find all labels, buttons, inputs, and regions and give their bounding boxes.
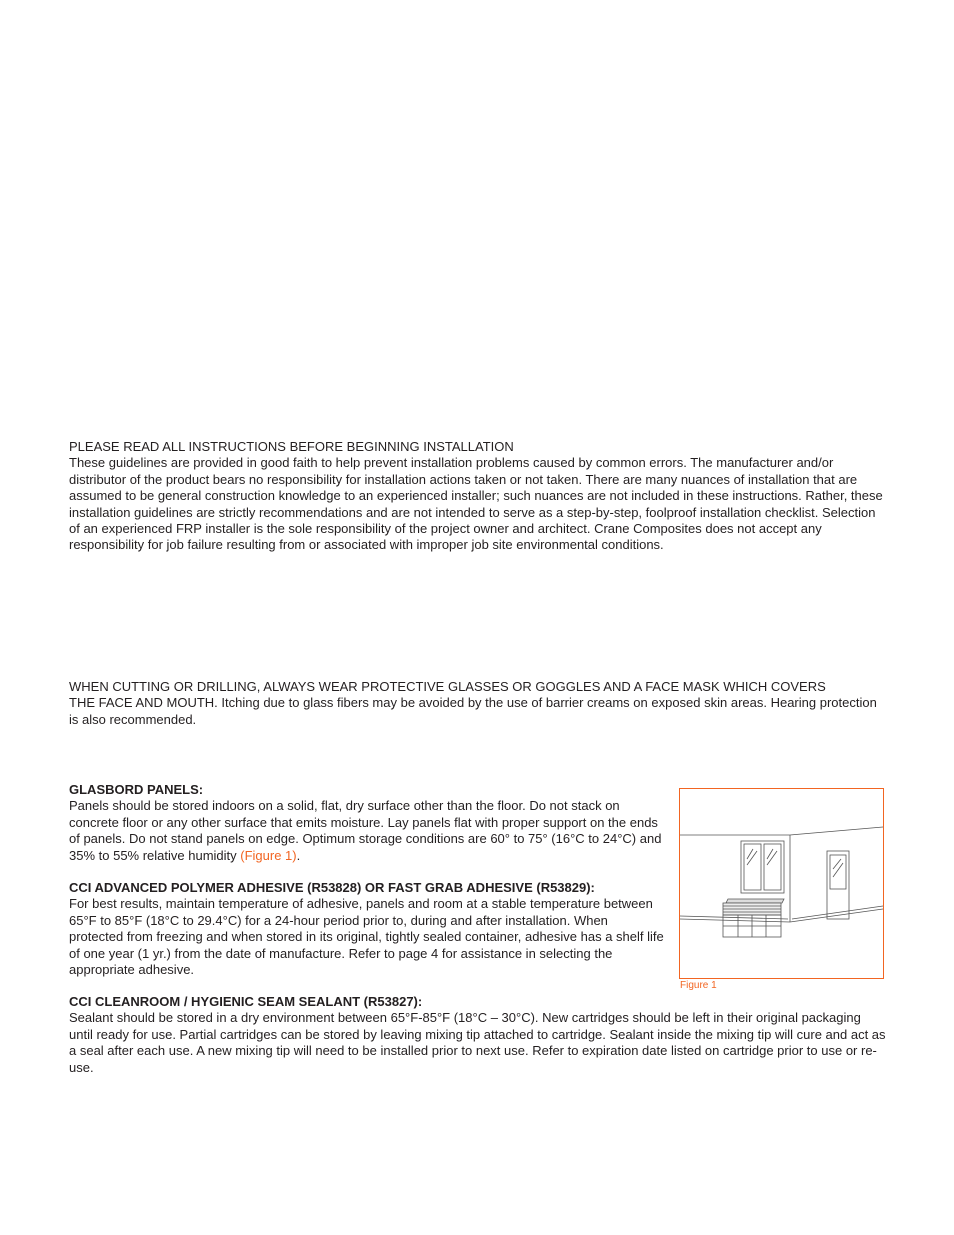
glasbord-body-end: . <box>296 847 301 863</box>
intro-body: These guidelines are provided in good faith to help prevent installation problems caused by common errors. The manufacturer and/or distributor of the product bears no responsibility for installation actions taken or not taken. There are many nuances of installation that are assumed to be general construction knowledge to an experienced installer; such nuances are not included in these instructions. Rather, these installation guidelines are strictly recommendations and are not intended to serve as a step-by-step, foolproof installation checklist. Selection of an experienced FRP installer is the sole responsibility of the project owner and architect. Crane Composites does not accept any responsibility for job failure resulting from or associated with improper job site environmental conditions. <box>69 455 883 553</box>
sealant-section <box>69 994 887 1076</box>
sealant-heading: CCI CLEANROOM / HYGIENIC SEAM SEALANT (R53827): <box>69 994 423 1009</box>
safety-body: THE FACE AND MOUTH. Itching due to glass fibers may be avoided by the use of barrier creams on exposed skin areas. Hearing protection is also recommended. <box>69 695 877 727</box>
glasbord-heading: GLASBORD PANELS: <box>69 782 204 797</box>
adhesive-heading: CCI ADVANCED POLYMER ADHESIVE (R53828) OR FAST GRAB ADHESIVE (R53829): <box>69 880 595 896</box>
glasbord-body-text: Panels should be stored indoors on a solid, flat, dry surface other than the floor. Do not stack on concrete floor or any other surface that emits moisture. Lay panels flat with proper support on the ends of panels. Do not stand panels on edge. Optimum storage conditions are 60° to 75° (16°C to 24°C) and 35% to 55% relative humidity <box>69 798 662 863</box>
figure-1-reference-link[interactable]: (Figure 1) <box>240 847 297 863</box>
sealant-body: Sealant should be stored in a dry environment between 65°F-85°F (18°C – 30°C). New cartridges should be left in their original packaging until ready for use. Partial cartridges can be stored by leaving mixing tip attached to cartridge. Sealant inside the mixing tip will cure and act as a seal after each use. A new mixing tip will need to be installed prior to next use. Refer to expiration date listed on cartridge prior to use or re-use. <box>69 1010 886 1075</box>
glasbord-section <box>69 782 665 978</box>
figure-1-caption: Figure 1 <box>680 980 717 991</box>
intro-section <box>69 439 887 554</box>
figure-1-box <box>679 788 884 979</box>
adhesive-body: For best results, maintain temperature of adhesive, panels and room at a stable temperature between 65°F to 85°F (18°C to 29.4°C) for a 24-hour period prior to, during and after installation. When protected from freezing and when stored in its original, tightly sealed container, adhesive has a shelf life of one year (1 yr.) from the date of manufacture. Refer to page 4 for assistance in selecting the appropriate adhesive. <box>69 896 664 978</box>
safety-section <box>69 679 887 728</box>
intro-heading: PLEASE READ ALL INSTRUCTIONS BEFORE BEGINNING INSTALLATION <box>69 439 514 454</box>
room-storage-illustration-icon <box>680 789 883 978</box>
safety-heading: WHEN CUTTING OR DRILLING, ALWAYS WEAR PROTECTIVE GLASSES OR GOGGLES AND A FACE MASK WHICH COVERS <box>69 679 826 694</box>
glasbord-body <box>69 798 665 864</box>
